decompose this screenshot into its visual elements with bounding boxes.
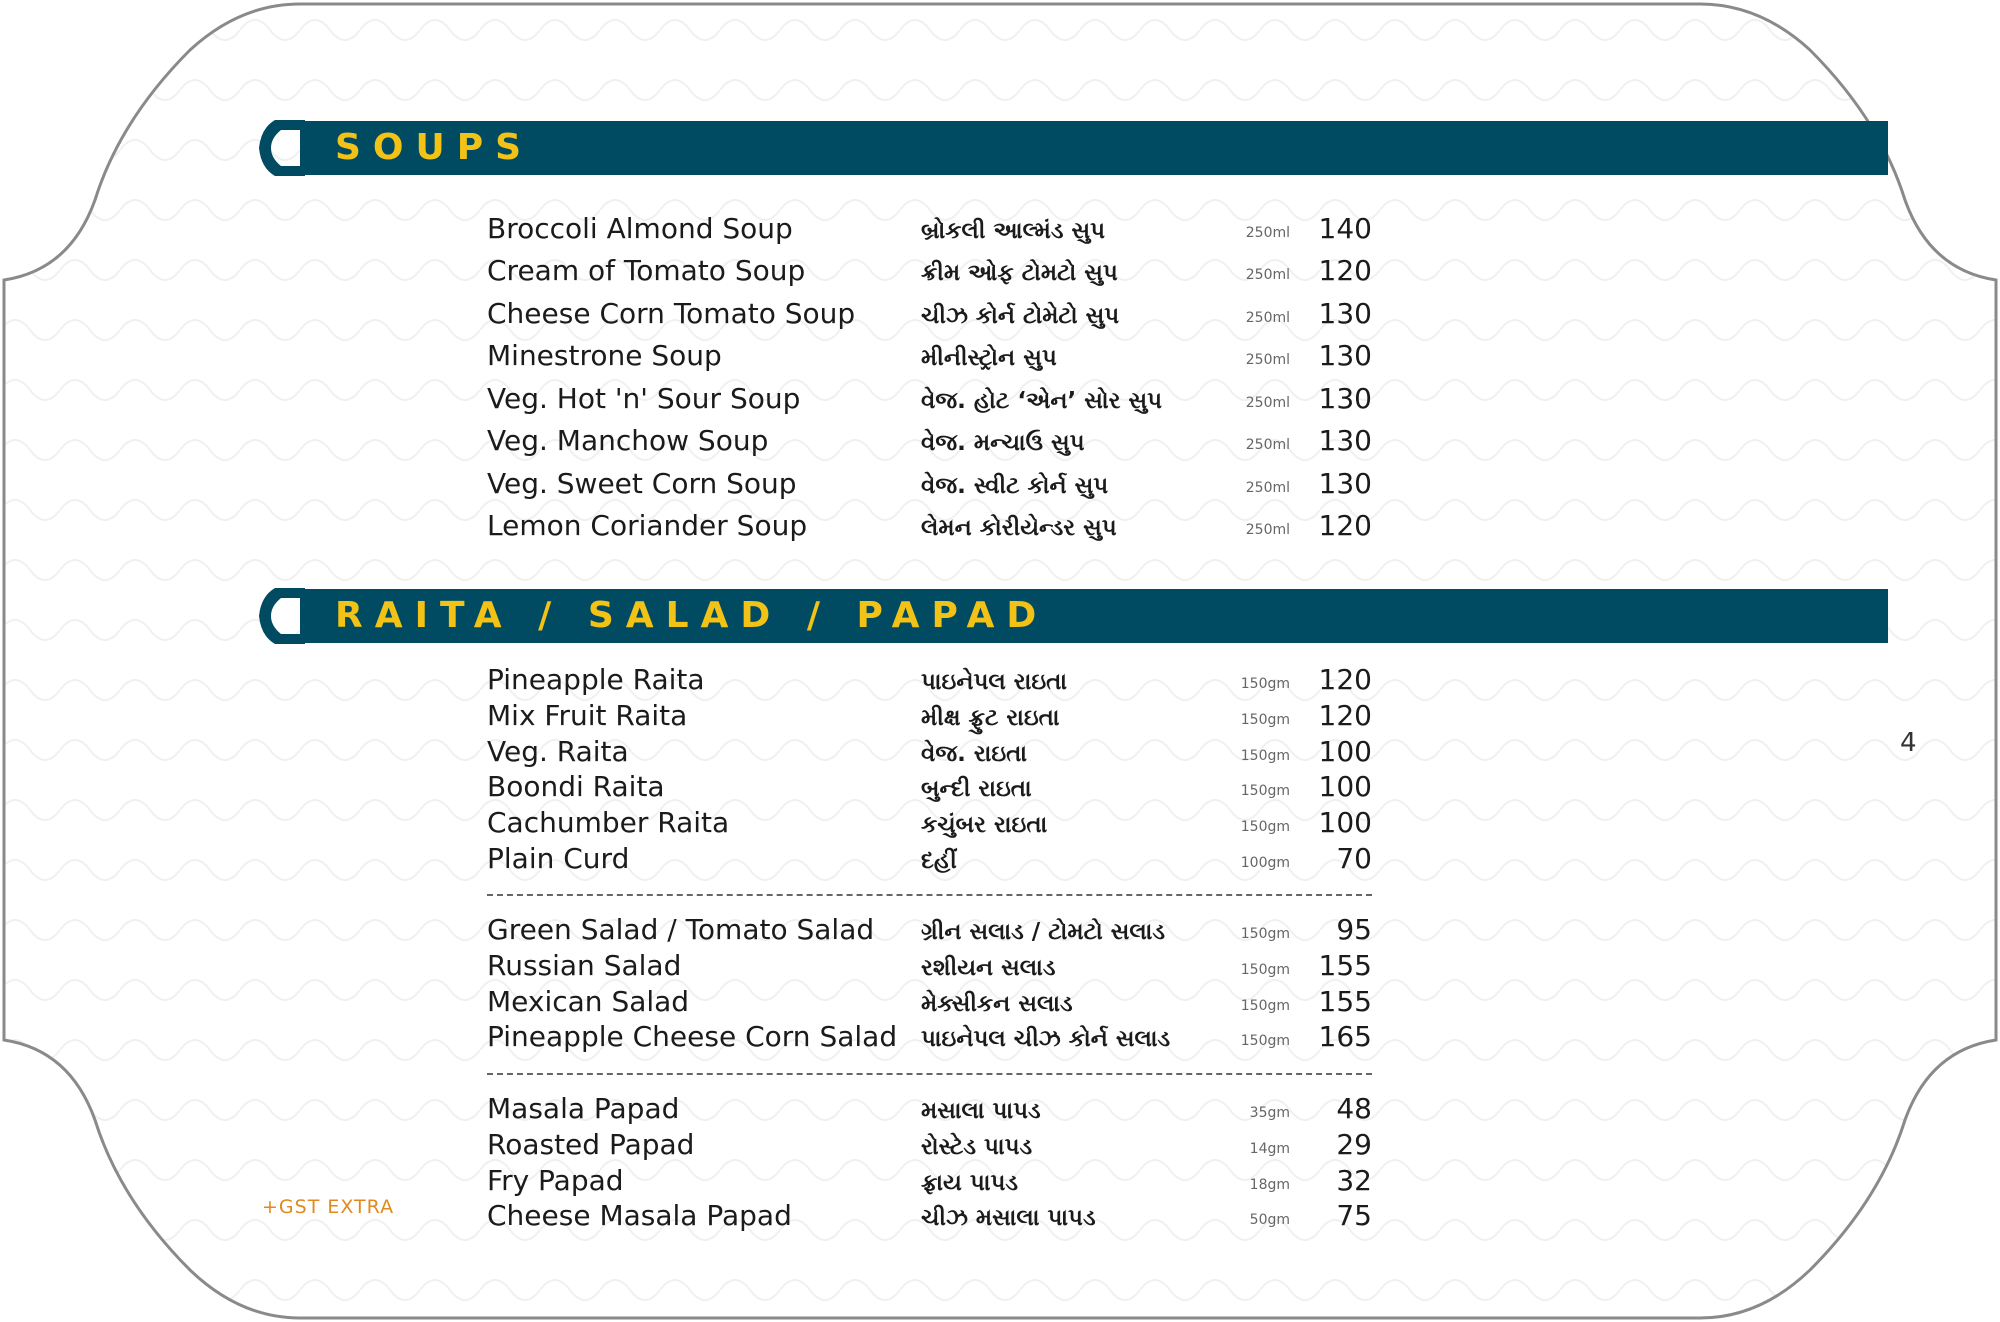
section-banner-soups: [255, 121, 1888, 175]
item-quantity: 100gm: [1240, 855, 1290, 871]
menu-item: [0, 421, 2000, 461]
page-number: 4: [1900, 728, 1917, 758]
item-name-gujarati: લેમન કોરીયેન્ડર સુપ: [921, 515, 1117, 541]
item-name-gujarati: ચીઝ મસાલા પાપડ: [921, 1205, 1096, 1231]
item-name-gujarati: પાઇનેપલ રાઇતા: [921, 669, 1068, 695]
item-name: Pineapple Raita: [487, 663, 705, 696]
menu-item: [0, 336, 2000, 376]
item-price: 165: [1318, 1020, 1372, 1053]
item-quantity: 50gm: [1249, 1212, 1290, 1228]
item-name-gujarati: ચીઝ કોર્ન ટોમેટો સુપ: [921, 303, 1120, 329]
item-quantity: 250ml: [1245, 267, 1290, 283]
item-price: 120: [1318, 254, 1372, 287]
item-name-gujarati: ક્રીમ ઓફ ટોમટો સુપ: [921, 260, 1118, 286]
menu-item: [0, 1017, 2000, 1057]
item-price: 32: [1336, 1164, 1372, 1197]
item-name: Pineapple Cheese Corn Salad: [487, 1020, 898, 1053]
gst-note: +GST EXTRA: [262, 1196, 395, 1218]
item-price: 75: [1336, 1199, 1372, 1232]
menu-item: [0, 464, 2000, 504]
section-title: RAITA / SALAD / PAPAD: [335, 595, 1049, 636]
item-price: 100: [1318, 806, 1372, 839]
group-divider: [487, 894, 1372, 896]
item-price: 155: [1318, 985, 1372, 1018]
item-price: 155: [1318, 949, 1372, 982]
item-name: Green Salad / Tomato Salad: [487, 913, 875, 946]
menu-item: [0, 209, 2000, 249]
item-name: Veg. Raita: [487, 735, 629, 768]
item-price: 120: [1318, 663, 1372, 696]
menu-item: [0, 1089, 2000, 1129]
item-quantity: 150gm: [1240, 712, 1290, 728]
item-quantity: 150gm: [1240, 962, 1290, 978]
menu-item: [0, 732, 2000, 772]
item-name: Cheese Masala Papad: [487, 1199, 792, 1232]
menu-item: [0, 767, 2000, 807]
item-quantity: 150gm: [1240, 676, 1290, 692]
item-name-gujarati: વેજ. રાઇતા: [921, 741, 1028, 767]
item-quantity: 250ml: [1245, 225, 1290, 241]
menu-item: [0, 1161, 2000, 1201]
ornament-icon: [255, 114, 305, 182]
item-name-gujarati: કચુંબર રાઇતા: [921, 812, 1048, 838]
item-name-gujarati: વેજ. મન્ચાઉ સુપ: [921, 430, 1085, 456]
group-divider: [487, 1073, 1372, 1075]
item-name-gujarati: ગ્રીન સલાડ / ટોમટો સલાડ: [921, 919, 1166, 945]
item-quantity: 150gm: [1240, 926, 1290, 942]
item-name: Broccoli Almond Soup: [487, 212, 793, 245]
ornament-icon: [255, 582, 305, 650]
item-price: 130: [1318, 297, 1372, 330]
item-quantity: 250ml: [1245, 480, 1290, 496]
item-name: Fry Papad: [487, 1164, 624, 1197]
item-name-gujarati: પાઇનેપલ ચીઝ કોર્ન સલાડ: [921, 1026, 1171, 1052]
item-name-gujarati: ફ્રાય પાપડ: [921, 1170, 1019, 1196]
item-price: 95: [1336, 913, 1372, 946]
item-name-gujarati: મસાલા પાપડ: [921, 1098, 1041, 1124]
menu-item: [0, 506, 2000, 546]
item-quantity: 250ml: [1245, 522, 1290, 538]
item-name: Cheese Corn Tomato Soup: [487, 297, 856, 330]
item-name: Cream of Tomato Soup: [487, 254, 806, 287]
item-quantity: 150gm: [1240, 748, 1290, 764]
item-quantity: 250ml: [1245, 395, 1290, 411]
section-title: SOUPS: [335, 127, 534, 168]
banner-bar: [300, 121, 1888, 175]
menu-item: [0, 946, 2000, 986]
item-name: Mexican Salad: [487, 985, 690, 1018]
item-quantity: 250ml: [1245, 352, 1290, 368]
item-name: Veg. Manchow Soup: [487, 424, 769, 457]
menu-item: [0, 660, 2000, 700]
menu-item: [0, 294, 2000, 334]
item-price: 130: [1318, 424, 1372, 457]
item-name: Plain Curd: [487, 842, 630, 875]
item-quantity: 250ml: [1245, 437, 1290, 453]
item-name: Roasted Papad: [487, 1128, 695, 1161]
item-price: 100: [1318, 770, 1372, 803]
item-name: Boondi Raita: [487, 770, 665, 803]
menu-item: [0, 251, 2000, 291]
menu-item: [0, 379, 2000, 419]
item-name: Veg. Sweet Corn Soup: [487, 467, 797, 500]
menu-item: [0, 696, 2000, 736]
item-name-gujarati: રશીયન સલાડ: [921, 955, 1056, 981]
item-price: 130: [1318, 382, 1372, 415]
item-name-gujarati: મીનીસ્ટ્રોન સુપ: [921, 345, 1057, 371]
item-price: 140: [1318, 212, 1372, 245]
item-price: 100: [1318, 735, 1372, 768]
item-quantity: 150gm: [1240, 819, 1290, 835]
item-quantity: 150gm: [1240, 1033, 1290, 1049]
item-name: Masala Papad: [487, 1092, 680, 1125]
item-name: Cachumber Raita: [487, 806, 730, 839]
item-price: 130: [1318, 339, 1372, 372]
item-name: Minestrone Soup: [487, 339, 722, 372]
item-name-gujarati: રોસ્ટેડ પાપડ: [921, 1134, 1033, 1160]
item-price: 70: [1336, 842, 1372, 875]
item-name-gujarati: બુન્દી રાઇતા: [921, 776, 1032, 802]
item-name-gujarati: દહીં: [921, 848, 957, 874]
menu-item: [0, 803, 2000, 843]
item-price: 120: [1318, 509, 1372, 542]
menu-item: [0, 1125, 2000, 1165]
item-name-gujarati: બ્રોકલી આલ્મંડ સુપ: [921, 218, 1106, 244]
item-quantity: 150gm: [1240, 998, 1290, 1014]
item-name: Veg. Hot 'n' Sour Soup: [487, 382, 801, 415]
item-price: 130: [1318, 467, 1372, 500]
item-quantity: 150gm: [1240, 783, 1290, 799]
item-quantity: 14gm: [1249, 1141, 1290, 1157]
menu-item: [0, 910, 2000, 950]
item-price: 48: [1336, 1092, 1372, 1125]
item-price: 120: [1318, 699, 1372, 732]
item-name-gujarati: મેક્સીકન સલાડ: [921, 991, 1073, 1017]
menu-item: [0, 982, 2000, 1022]
section-banner-raita-salad-papad: [255, 589, 1888, 643]
item-name: Mix Fruit Raita: [487, 699, 688, 732]
item-price: 29: [1336, 1128, 1372, 1161]
item-quantity: 35gm: [1249, 1105, 1290, 1121]
menu-item: [0, 839, 2000, 879]
item-name-gujarati: વેજ. સ્વીટ કોર્ન સુપ: [921, 473, 1109, 499]
item-name: Lemon Coriander Soup: [487, 509, 808, 542]
item-quantity: 18gm: [1249, 1177, 1290, 1193]
item-quantity: 250ml: [1245, 310, 1290, 326]
item-name-gujarati: મીક્ષ ફ્રુટ રાઇતા: [921, 705, 1060, 731]
item-name: Russian Salad: [487, 949, 682, 982]
item-name-gujarati: વેજ. હોટ ‘એન’ સોર સુપ: [921, 388, 1163, 414]
